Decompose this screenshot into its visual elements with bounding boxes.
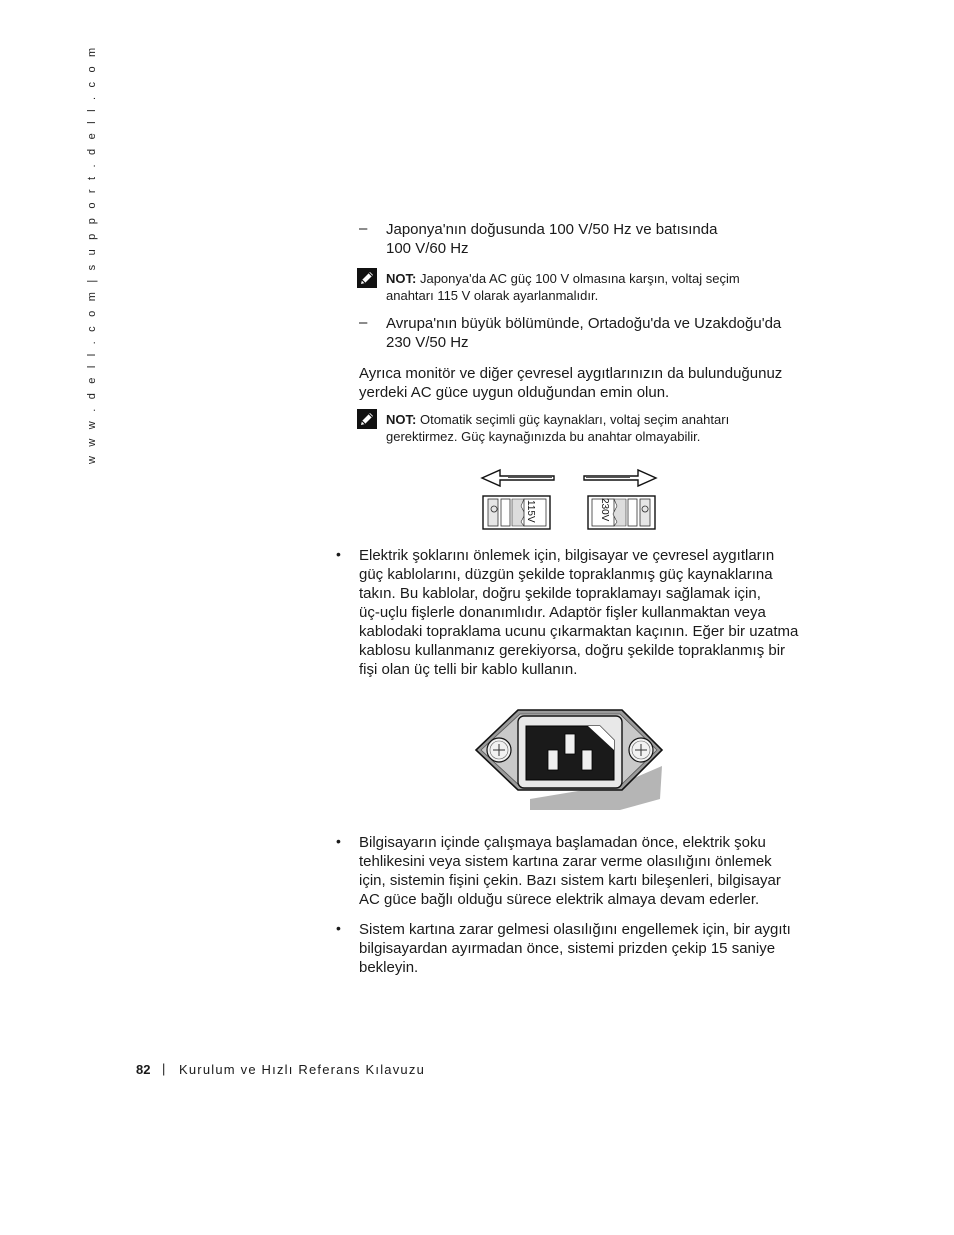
note-2: [386, 411, 729, 445]
bullet-3-line: Sistem kartına zarar gelmesi olasılığını engellemek için, bir aygıtı: [359, 921, 791, 938]
bullet-3-dot: •: [336, 920, 341, 936]
footer-title: Kurulum ve Hızlı Referans Kılavuzu: [179, 1062, 425, 1077]
bullet-2-dot: •: [336, 833, 341, 849]
right-arrow-icon: [584, 470, 656, 486]
left-arrow-icon: [482, 470, 554, 486]
neutral-pin: [582, 750, 592, 770]
japan-item: [386, 220, 717, 258]
japan-line-2: 100 V/60 Hz: [386, 240, 469, 257]
bullet-2-line: için, sistemin fişini çekin. Bazı sistem kartı bileşenleri, bilgisayar: [359, 872, 781, 889]
note-1-label: NOT:: [386, 271, 417, 286]
screw-left-icon: [487, 738, 511, 762]
switch-230v-label: 230V: [599, 498, 610, 522]
bullet-2-line: tehlikesini veya sistem kartına zarar verme olasılığını önlemek: [359, 853, 772, 870]
bullet-1-line: Elektrik şoklarını önlemek için, bilgisayar ve çevresel aygıtların: [359, 547, 775, 564]
bullet-1: [359, 546, 798, 679]
bullet-1-line: takın. Bu kablolar, doğru şekilde topraklamayı sağlamak için,: [359, 585, 761, 602]
bullet-2-line: AC güce bağlı olduğu sürece elektrik almaya devam ederler.: [359, 891, 760, 908]
side-url: w w w . d e l l . c o m | s u p p o r t . d e l l . c o m: [86, 44, 98, 464]
bullet-1-dot: •: [336, 546, 341, 562]
para-line-2: yerdeki AC güce uygun olduğundan emin olun.: [359, 384, 670, 401]
compat-paragraph: [359, 364, 782, 402]
line-pin: [548, 750, 558, 770]
bullet-3-line: bekleyin.: [359, 959, 419, 976]
bullet-1-line: üç-uçlu fişlerle donanımlıdır. Adaptör fişler kullanmaktan veya: [359, 604, 766, 621]
europe-dash: –: [359, 314, 368, 331]
switch-115v-label: 115V: [525, 500, 536, 523]
note-pencil-icon: [357, 409, 377, 429]
bullet-2-line: Bilgisayarın içinde çalışmaya başlamadan önce, elektrik şoku: [359, 834, 766, 851]
bullet-1-line: güç kablolarını, düzgün şekilde topraklanmış güç kaynaklarına: [359, 566, 773, 583]
note-2-line-1: Otomatik seçimli güç kaynakları, voltaj seçim anahtarı: [419, 412, 730, 427]
note-pencil-icon: [357, 268, 377, 288]
japan-line-1: Japonya'nın doğusunda 100 V/50 Hz ve batısında: [386, 221, 718, 238]
bullet-3-line: bilgisayardan ayırmadan önce, sistemi prizden çekip 15 saniye: [359, 940, 776, 957]
note-2-line-2: gerektirmez. Güç kaynağınızda bu anahtar olmayabilir.: [386, 429, 701, 444]
note-2-label: NOT:: [386, 412, 417, 427]
bullet-1-line: kablosu kullanmanız gerekiyorsa, doğru şekilde topraklanmış bir: [359, 642, 786, 659]
page-number: 82: [136, 1062, 151, 1077]
switch-115v: [483, 496, 550, 529]
bullet-2: [359, 833, 781, 909]
para-line-1: Ayrıca monitör ve diğer çevresel aygıtlarınızın da bulunduğunuz: [359, 365, 783, 382]
japan-dash: –: [359, 220, 368, 237]
europe-line-1: Avrupa'nın büyük bölümünde, Ortadoğu'da ve Uzakdoğu'da: [386, 315, 782, 332]
note-1-line-2: anahtarı 115 V olarak ayarlanmalıdır.: [386, 288, 599, 303]
switch-230v: [588, 496, 655, 529]
note-1-line-1: Japonya'da AC güç 100 V olmasına karşın, voltaj seçim: [419, 271, 740, 286]
bullet-3: [359, 920, 791, 977]
bullet-1-line: kablodaki topraklama ucunu çıkarmaktan kaçının. Eğer bir uzatma: [359, 623, 799, 640]
ground-pin: [565, 734, 575, 754]
screw-right-icon: [629, 738, 653, 762]
voltage-switch-figure: [478, 462, 662, 534]
footer-separator: |: [162, 1061, 167, 1076]
europe-item: [386, 314, 781, 352]
power-connector-figure: [470, 704, 670, 814]
note-1: [386, 270, 740, 304]
bullet-1-line: fişi olan üç telli bir kablo kullanın.: [359, 661, 578, 678]
europe-line-2: 230 V/50 Hz: [386, 334, 469, 351]
